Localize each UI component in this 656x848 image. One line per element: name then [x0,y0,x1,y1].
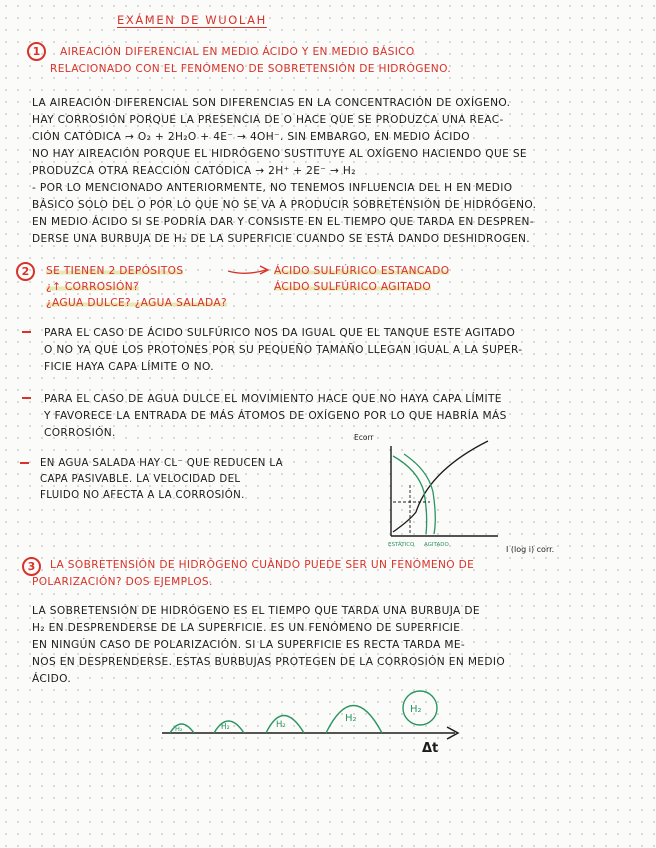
deposit-option-agitated: ÁCIDO SULFÚRICO AGITADO [274,281,432,293]
q3-body-line: H₂ EN DESPRENDERSE DE LA SUPERFICIE. ES UN FENÓMENO DE SUPERFICIE [32,622,461,634]
bubble-label: H₂ [276,720,286,730]
q2-answer2-line: CORROSIÓN. [44,427,116,439]
q3-body-line: ÁCIDO. [32,673,72,685]
question-2-deposits-text: SE TIENEN 2 DEPÓSITOS [46,265,184,277]
x-axis-label: I (log i) corr. [506,545,555,554]
question-3-title-line: LA SOBRETENSIÓN DE HIDRÓGENO CUÁNDO PUEDE SER UN FENÓMENO DE [50,559,475,571]
page-title: EXÁMEN DE WUOLAH [117,13,267,27]
curve-label-static: ESTÁTICO [388,542,415,548]
q1-body-line: - POR LO MENCIONADO ANTERIORMENTE, NO TENEMOS INFLUENCIA DEL H EN MEDIO [32,182,513,194]
q2-answer1-line: PARA EL CASO DE ÁCIDO SULFÚRICO NOS DA IGUAL QUE EL TANQUE ESTE AGITADO [44,327,516,339]
cathodic-curve-agitated [404,454,435,534]
q1-body-line: NO HAY AIREACIÓN PORQUE EL HIDRÓGENO SUSTITUYE AL OXÍGENO HACIENDO QUE SE [32,148,527,160]
q2-answer3-line: CAPA PASIVABLE. LA VELOCIDAD DEL [40,474,241,485]
question-2-corrosion-text: ¿↑ CORROSIÓN? [46,281,139,293]
question-3-title-line: POLARIZACIÓN? DOS EJEMPLOS. [32,576,213,588]
q3-body-line: NOS EN DESPRENDERSE. ESTAS BURBUJAS PROTEGEN DE LA CORROSIÓN EN MEDIO [32,656,506,668]
question-3-number: 3 [22,557,41,576]
question-2-water-text: ¿AGUA DULCE? ¿AGUA SALADA? [46,297,227,309]
q2-answer1-line: FICIE HAYA CAPA LÍMITE O NO. [44,361,214,373]
q1-body-line: DERSE UNA BURBUJA DE H₂ DE LA SUPERFICIE CUANDO SE ESTÁ DANDO DESHIDROGEN. [32,233,531,245]
bubble-label: H₂ [410,704,422,715]
question-1-title-line: AIREACIÓN DIFERENCIAL EN MEDIO ÁCIDO Y EN MEDIO BÁSICO [60,46,415,58]
q2-answer2-line: Y FAVORECE LA ENTRADA DE MÁS ÁTOMOS DE OXÍGENO POR LO QUE HABRÍA MÁS [44,410,507,422]
y-axis-label: Ecorr [354,433,374,442]
bubble-label: H₂ [175,725,183,733]
q2-answer2-line: PARA EL CASO DE AGUA DULCE EL MOVIMIENTO HACE QUE NO HAYA CAPA LÍMITE [44,393,502,405]
q3-body-line: LA SOBRETENSIÓN DE HIDRÓGENO ES EL TIEMPO QUE TARDA UNA BURBUJA DE [32,605,480,617]
delta-t-label: Δt [422,741,439,756]
q3-body-line: EN NINGÚN CASO DE POLARIZACIÓN. SI LA SUPERFICIE ES RECTA TARDA ME- [32,639,466,651]
bubbles-diagram [162,691,458,756]
deposit-arrow [228,270,266,273]
q1-body-line: BÁSICO SOLO DEL O POR LO QUE NO SE VA A PRODUCIR SOBRETENSIÓN DE HIDRÓGENO. [32,199,537,211]
curve-label-agitated: AGITADO [424,542,449,548]
q2-answer1-line: O NO YA QUE LOS PROTONES POR SU PEQUEÑO TAMAÑO LLEGAN IGUAL A LA SUPER- [44,344,523,356]
question-1-number: 1 [27,42,46,61]
question-1-title-line: RELACIONADO CON EL FENÓMENO DE SOBRETENSIÓN DE HIDRÓGENO. [50,63,452,75]
evans-diagram [354,433,554,554]
anodic-curve [393,441,488,532]
bubble-label: H₂ [345,713,357,724]
q1-body-line: CIÓN CATÓDICA → O₂ + 2H₂O + 4E⁻ → 4OH⁻. SIN EMBARGO, EN MEDIO ÁCIDO [32,131,470,143]
q1-body-line: LA AIREACIÓN DIFERENCIAL SON DIFERENCIAS EN LA CONCENTRACIÓN DE OXÍGENO. [32,97,511,109]
q1-body-line: HAY CORROSIÓN PORQUE LA PRESENCIA DE O HACE QUE SE PRODUZCA UNA REAC- [32,114,504,126]
deposit-option-stagnant: ÁCIDO SULFÚRICO ESTANCADO [274,265,450,277]
q1-body-line: EN MEDIO ÁCIDO SI SE PODRÍA DAR Y CONSISTE EN EL TIEMPO QUE TARDA EN DESPREN- [32,216,534,228]
q2-answer3-line: EN AGUA SALADA HAY CL⁻ QUE REDUCEN LA [40,458,283,469]
bubble-label: H₂ [221,722,230,731]
q1-body-line: PRODUZCA OTRA REACCIÓN CATÓDICA → 2H⁺ + 2E⁻ → H₂ [32,165,356,177]
q2-answer3-line: FLUIDO NO AFECTA A LA CORROSIÓN. [40,490,245,501]
question-2-number: 2 [16,262,35,281]
